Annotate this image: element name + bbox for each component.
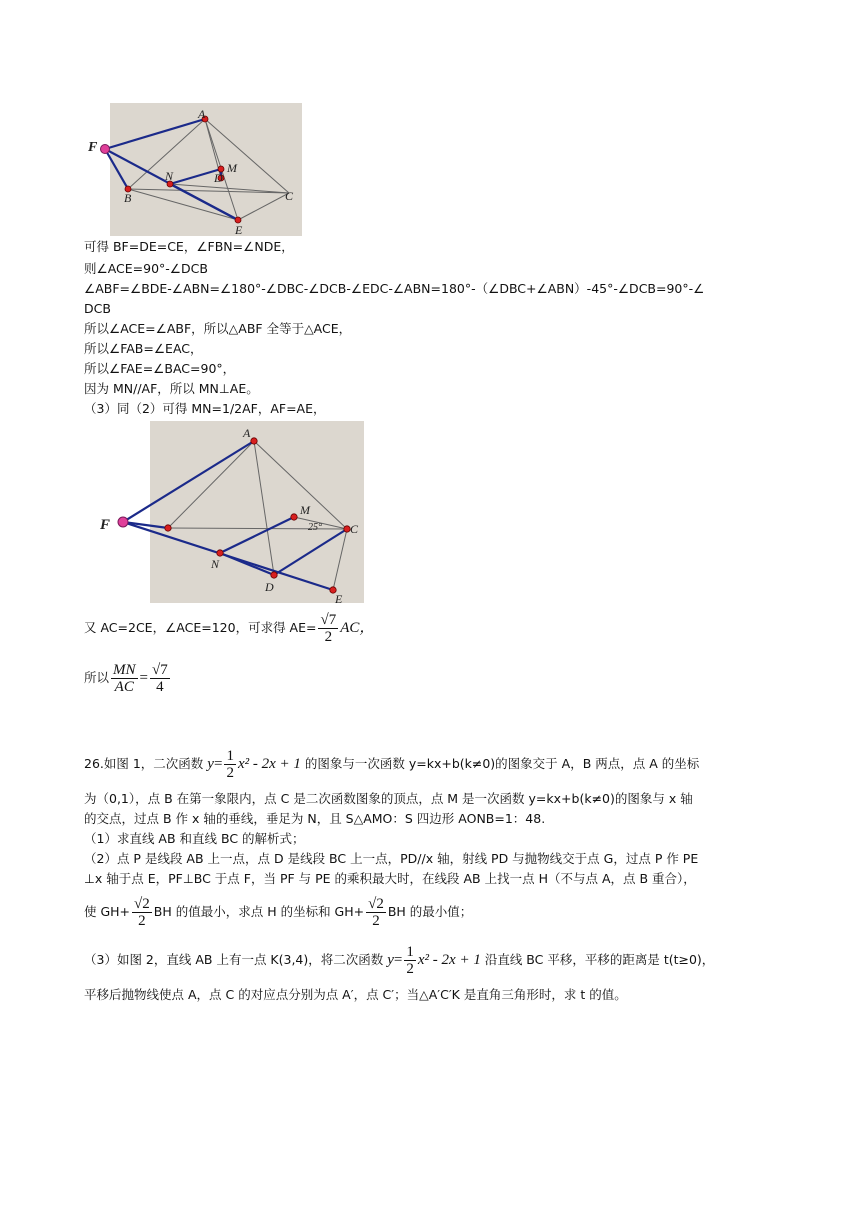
fraction-mn-over-ac: $\frac{MN}{AC}$	[113, 662, 136, 695]
proof-line-8: 因为 MN//AF，所以 MN⊥AE。	[84, 381, 259, 396]
q26-line-1: 26.如图 1，二次函数 y= $\frac{1}{2}$ x² - 2x + 1 的图象与一次函数 y=kx+b(k≠0)的图象交于 A，B 两点，点 A 的坐标	[84, 748, 700, 781]
ae-prefix: 又 AC=2CE，∠ACE=120，可求得 AE=	[84, 620, 317, 635]
point-B	[165, 525, 171, 531]
label-F: F	[100, 517, 111, 533]
q26-line-3: 的交点，过点 B 作 x 轴的垂线，垂足为 N，且 S△AMO：S 四边形 AONB=1：48.	[84, 811, 546, 826]
point-D	[271, 572, 277, 578]
ae-suffix: AC，	[340, 620, 375, 636]
ratio-equals: =	[139, 670, 148, 686]
proof-line-5: 所以∠ACE=∠ABF，所以△ABF 全等于△ACE，	[84, 321, 352, 336]
label-A: A	[243, 426, 251, 440]
label-C: C	[350, 522, 359, 536]
proof-line-7: 所以∠FAE=∠BAC=90°，	[84, 361, 236, 376]
q26-part-1: （1）求直线 AB 和直线 BC 的解析式；	[84, 831, 305, 846]
proof-line-1: 可得 BF=DE=CE，∠FBN=∠NDE，	[84, 239, 294, 254]
q26-part-2-line-1: （2）点 P 是线段 AB 上一点，点 D 是线段 BC 上一点，PD//x 轴，射线 PD 与抛物线交于点 G，过点 P 作 PE	[84, 851, 699, 866]
proof-line-2: 则∠ACE=90°-∠DCB	[84, 261, 208, 276]
label-B: B	[124, 191, 132, 205]
point-N	[217, 550, 223, 556]
proof-line-4: DCB	[84, 301, 111, 316]
ratio-prefix: 所以	[84, 670, 110, 685]
label-E: E	[235, 223, 243, 237]
label-M: M	[227, 161, 237, 175]
angle-mark: 25°	[308, 522, 322, 533]
fraction-one-half: $\frac{1}{2}$	[226, 748, 234, 781]
fraction-one-half: $\frac{1}{2}$	[406, 944, 414, 977]
fraction-sqrt7-over-2: $\frac{√7}{2}$	[320, 612, 337, 645]
q26-part-3-line-2: 平移后抛物线使点 A，点 C 的对应点分别为点 A′，点 C′；当△A′C′K 是直角三角形时，求 t 的值。	[84, 987, 627, 1002]
q26-line-2: 为（0,1），点 B 在第一象限内，点 C 是二次函数图象的顶点，点 M 是一次函数 y=kx+b(k≠0)的图象与 x 轴	[84, 791, 693, 806]
fraction-sqrt7-over-4: $\frac{√7}{4}$	[151, 662, 168, 695]
proof-line-9: （3）同（2）可得 MN=1/2AF，AF=AE，	[84, 401, 326, 416]
label-N: N	[211, 557, 220, 571]
geometry-figure-1	[84, 100, 314, 240]
label-F: F	[88, 140, 98, 155]
ae-result-line	[84, 606, 374, 650]
q26-part-3-line-1: （3）如图 2，直线 AB 上有一点 K(3,4)，将二次函数 y= $\frac{1}{2}$ x² - 2x + 1 沿直线 BC 平移，平移的距离是 t(t≥0)，	[84, 944, 715, 977]
point-A	[251, 438, 257, 444]
label-A: A	[198, 107, 206, 121]
label-N: N	[165, 169, 174, 183]
label-C: C	[285, 189, 294, 203]
label-E: E	[335, 592, 343, 606]
label-D: D	[265, 580, 274, 594]
fraction-sqrt2-over-2: $\frac{√2}{2}$	[368, 896, 384, 929]
proof-line-6: 所以∠FAB=∠EAC，	[84, 341, 203, 356]
fraction-sqrt2-over-2: $\frac{√2}{2}$	[134, 896, 150, 929]
point-F	[101, 145, 110, 154]
point-F	[118, 517, 128, 527]
label-M: M	[300, 503, 310, 517]
label-D: D	[214, 171, 223, 185]
geometry-figure-2	[96, 421, 366, 606]
proof-line-3: ∠ABF=∠BDE-∠ABN=∠180°-∠DBC-∠DCB-∠EDC-∠ABN=180°-（∠DBC+∠ABN）-45°-∠DCB=90°-∠	[84, 281, 705, 296]
q26-part-2-line-3: 使 GH+ $\frac{√2}{2}$ BH 的值最小，求点 H 的坐标和 GH+ $\frac{√2}{2}$ BH 的最小值；	[84, 896, 473, 929]
q26-part-2-line-2: ⊥x 轴于点 E，PF⊥BC 于点 F，当 PF 与 PE 的乘积最大时，在线段 AB 上找一点 H（不与点 A，点 B 重合），	[84, 871, 696, 886]
point-M	[291, 514, 297, 520]
ratio-result-line	[84, 656, 172, 700]
